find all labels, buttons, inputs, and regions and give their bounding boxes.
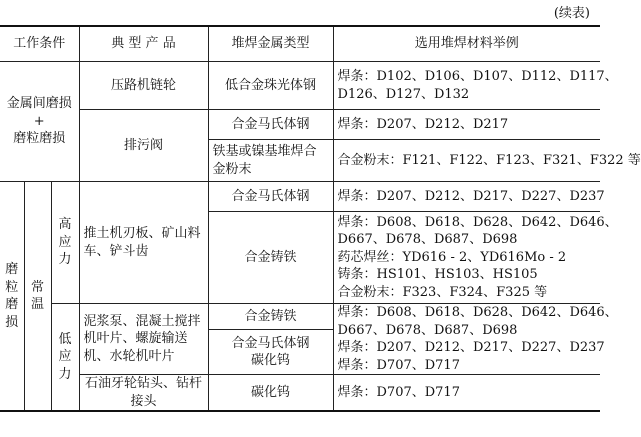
table-row bbox=[0, 62, 600, 110]
condition-abrasive-wear: 磨 粒 磨 损 bbox=[0, 182, 24, 412]
metal-type-cell: 合金马氏体钢 bbox=[208, 182, 333, 212]
materials-cell: 焊条：D608、D618、D628、D642、D646、 D667、D678、D687、D698 焊条：D207、D212、D217、D227、D237 焊条：D707、D717 bbox=[333, 304, 600, 375]
condition-normal-temp: 常 温 bbox=[24, 182, 51, 412]
materials-cell: 焊条：D102、D106、D107、D112、D117、 D126、D127、D132 bbox=[333, 62, 600, 110]
table-row bbox=[0, 375, 600, 412]
welding-materials-table bbox=[0, 25, 641, 412]
product-cell: 推土机刃板、矿山料车、铲斗齿 bbox=[79, 182, 208, 304]
condition-low-stress: 低 应 力 bbox=[51, 304, 79, 412]
metal-type-cell: 碳化钨 bbox=[208, 375, 333, 412]
materials-cell: 焊条：D207、D212、D217、D227、D237 bbox=[333, 182, 600, 212]
header-condition: 工作条件 bbox=[0, 26, 79, 62]
condition-metal-abrasive: 金属间磨损 + 磨粒磨损 bbox=[0, 62, 79, 182]
product-cell: 排污阀 bbox=[79, 110, 208, 182]
table-row bbox=[0, 182, 600, 212]
materials-cell: 焊条：D707、D717 bbox=[333, 375, 600, 412]
condition-high-stress: 高 应 力 bbox=[51, 182, 79, 304]
materials-cell: 焊条：D207、D212、D217 bbox=[333, 110, 600, 140]
product-cell: 泥浆泵、混凝土搅拌机叶片、螺旋输送机、水轮机叶片 bbox=[79, 304, 208, 375]
metal-type-cell: 合金铸铁 bbox=[208, 212, 333, 304]
table-row bbox=[0, 110, 600, 140]
materials-cell: 合金粉末：F121、F122、F123、F321、F322 等 bbox=[333, 140, 600, 182]
continued-label: (续表) bbox=[553, 6, 590, 21]
header-metal-type: 堆焊金属类型 bbox=[208, 26, 333, 62]
table-row bbox=[0, 304, 600, 330]
metal-type-cell: 合金马氏体钢 bbox=[208, 110, 333, 140]
metal-type-cell: 合金铸铁 bbox=[208, 304, 333, 330]
metal-type-cell: 铁基或镍基堆焊合金粉末 bbox=[208, 140, 333, 182]
metal-type-cell: 低合金珠光体钢 bbox=[208, 62, 333, 110]
product-cell: 压路机链轮 bbox=[79, 62, 208, 110]
table-header-row bbox=[0, 26, 600, 62]
materials-cell: 焊条：D608、D618、D628、D642、D646、 D667、D678、D687、D698 药芯焊丝：YD616 - 2、YD616Mo - 2 铸条：HS101、HS103、HS105 合金粉末：F323、F324、F325 等 bbox=[333, 212, 600, 304]
metal-type-cell: 合金马氏体钢 碳化钨 bbox=[208, 330, 333, 375]
product-cell: 石油牙轮钻头、钻杆接头 bbox=[79, 375, 208, 412]
header-product: 典 型 产 品 bbox=[79, 26, 208, 62]
header-materials: 选用堆焊材料举例 bbox=[333, 26, 600, 62]
